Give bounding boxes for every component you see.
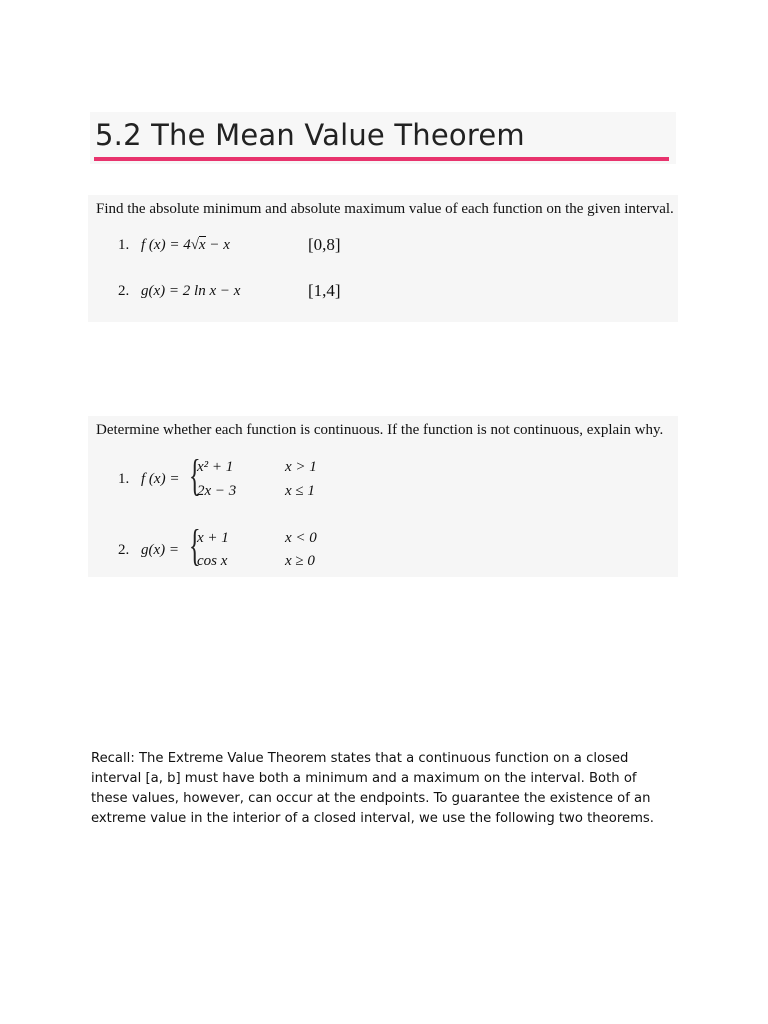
problem-1-number: 1. <box>118 237 130 253</box>
problem-1-lhs: f (x) = 4 <box>141 237 191 253</box>
piecewise-1-number: 1. <box>118 471 130 487</box>
problem-2-interval: [1,4] <box>308 281 341 300</box>
problem-1-expression <box>141 237 230 254</box>
title-underline <box>94 157 669 161</box>
piecewise-1-cond2: x ≤ 1 <box>285 483 315 499</box>
continuity-problems-panel <box>88 416 678 577</box>
sqrt-symbol: √ <box>190 237 199 253</box>
piecewise-1-lhs: f (x) = <box>141 471 180 487</box>
problem-2-expression: g(x) = 2 ln x − x <box>141 283 241 299</box>
piecewise-2-case2: cos x <box>197 553 228 569</box>
problem-2-number: 2. <box>118 283 130 299</box>
piecewise-1-cond1: x > 1 <box>285 459 317 475</box>
piecewise-1-case2: 2x − 3 <box>197 483 237 499</box>
recall-paragraph: Recall: The Extreme Value Theorem states that a continuous function on a closed interval [a, b] must have both a minimum and a maximum on the interval. Both of these values, however, can occur at the endpoints. To guarantee the existence of an extreme value in the interior of a closed interval, we use the following two theorems. <box>91 751 654 826</box>
problem-1-interval: [0,8] <box>308 235 341 254</box>
piecewise-2-brace: { <box>189 521 201 570</box>
piecewise-2-lhs: g(x) = <box>141 542 180 558</box>
problem-1-rest: − x <box>205 237 230 253</box>
section2-instruction: Determine whether each function is continuous. If the function is not continuous, explain why. <box>96 422 664 438</box>
section1-instruction: Find the absolute minimum and absolute maximum value of each function on the given interval. <box>96 201 674 217</box>
piecewise-1-case1: x² + 1 <box>197 459 234 475</box>
piecewise-2-number: 2. <box>118 542 130 558</box>
piecewise-2-cond2: x ≥ 0 <box>285 553 315 569</box>
extreme-values-problems-panel <box>88 195 678 322</box>
problem-1-radicand: x <box>198 237 206 253</box>
piecewise-2-cond1: x < 0 <box>285 530 317 546</box>
page-title: 5.2 The Mean Value Theorem <box>95 118 525 152</box>
piecewise-1-brace: { <box>189 451 201 500</box>
piecewise-2-case1: x + 1 <box>197 530 229 546</box>
